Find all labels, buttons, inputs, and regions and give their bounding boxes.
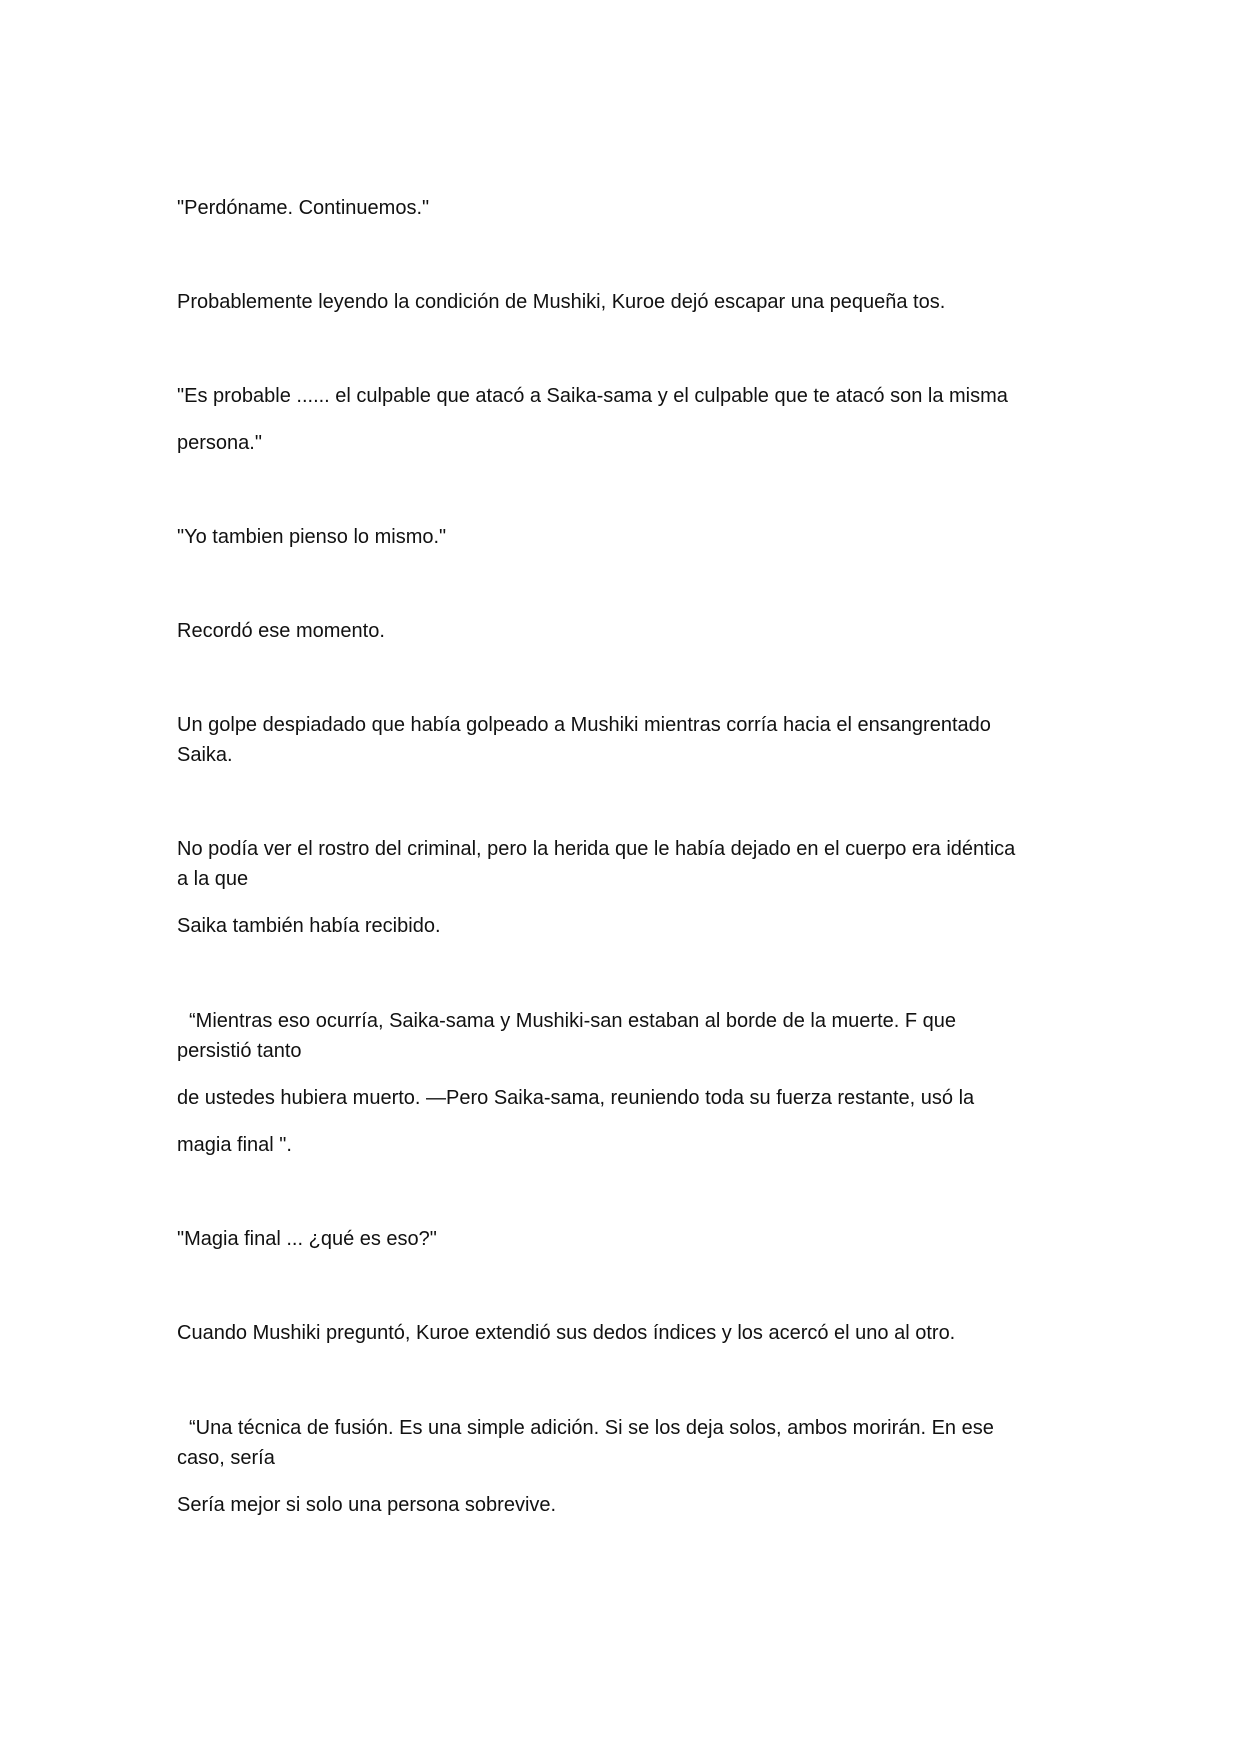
narration-line: No podía ver el rostro del criminal, pero la herida que le había dejado en el cuerpo era idéntica [177,838,1016,860]
narration-line: Cuando Mushiki preguntó, Kuroe extendió sus dedos índices y los acercó el uno al otro. [177,1322,956,1344]
dialogue-line: “Una técnica de fusión. Es una simple adición. Si se los deja solos, ambos morirán. En ese [189,1417,994,1439]
narration-line: Recordó ese momento. [177,620,385,642]
dialogue-line-continued: persona." [177,432,262,454]
dialogue-line: "Perdóname. Continuemos." [177,197,430,219]
dialogue-line: "Es probable ...... el culpable que atacó a Saika-sama y el culpable que te atacó son la misma [177,385,1008,407]
narration-line: Un golpe despiadado que había golpeado a Mushiki mientras corría hacia el ensangrentado [177,714,991,736]
narration-line-continued: Saika. [177,744,233,766]
dialogue-line: "Yo tambien pienso lo mismo." [177,526,447,548]
dialogue-line-continued: persistió tanto [177,1040,302,1062]
narration-line: Probablemente leyendo la condición de Mushiki, Kuroe dejó escapar una pequeña tos. [177,291,946,313]
dialogue-line: "Magia final ... ¿qué es eso?" [177,1228,437,1250]
narration-line-continued: Saika también había recibido. [177,915,441,937]
dialogue-line: “Mientras eso ocurría, Saika-sama y Mushiki-san estaban al borde de la muerte. F que [189,1010,957,1032]
dialogue-line-continued: caso, sería [177,1447,275,1469]
narration-line-continued: a la que [177,868,249,890]
dialogue-line-continued: Sería mejor si solo una persona sobrevive. [177,1494,557,1516]
dialogue-line-continued: magia final ". [177,1134,292,1156]
dialogue-line-continued: de ustedes hubiera muerto. —Pero Saika-sama, reuniendo toda su fuerza restante, usó la [177,1087,975,1109]
